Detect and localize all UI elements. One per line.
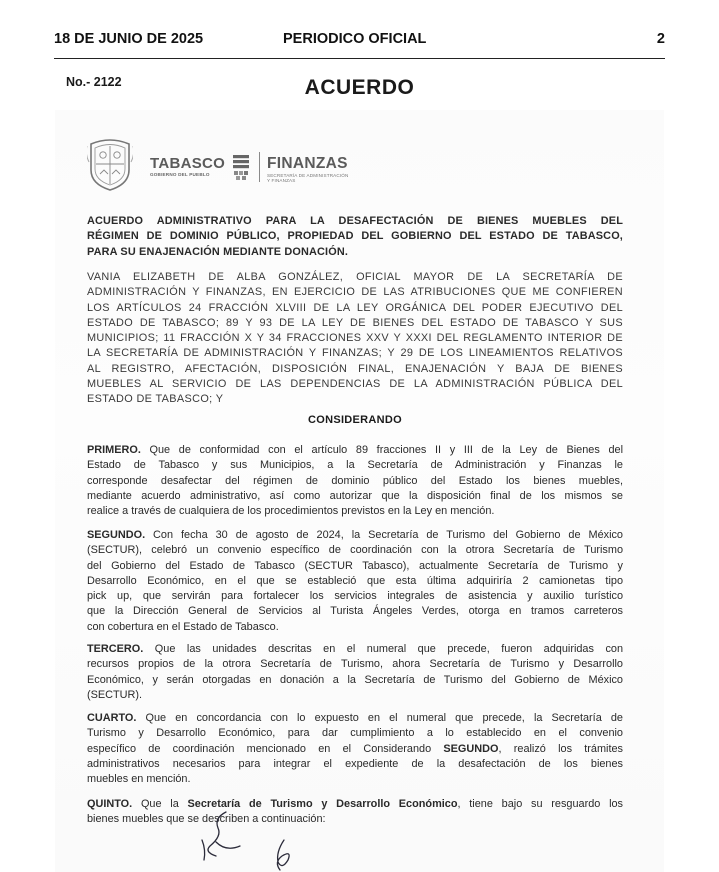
clause-text: específico de coordinación mencionado en el Considerando bbox=[87, 742, 444, 755]
letterhead-logos bbox=[87, 136, 387, 196]
state-seal-icon bbox=[87, 136, 133, 192]
clause-label: QUINTO. bbox=[87, 798, 133, 810]
clause-label: TERCERO. bbox=[87, 643, 144, 655]
considerando-heading: CONSIDERANDO bbox=[307, 414, 403, 426]
preamble-line: AL REGISTRO, AFECTACIÓN, DISPOSICIÓN FINAL, ENAJENACIÓN Y BAJA DE BIENES bbox=[87, 362, 623, 375]
clause-line: recursos propios de la otrora Secretaría de Turismo, ahora Secretaría de Turismo y Desarrollo bbox=[87, 658, 623, 671]
heading-line: PARA SU ENAJENACIÓN MEDIANTE DONACIÓN. bbox=[87, 245, 349, 258]
clause-entity: Secretaría de Turismo y Desarrollo Económico bbox=[187, 798, 458, 810]
clause-line: (SECTUR). bbox=[87, 688, 143, 701]
clause-cuarto bbox=[87, 711, 623, 787]
preamble-line: MUNICIPIOS; 11 FRACCIÓN X Y 34 FRACCIONES XXV Y XXXI DEL REGLAMENTO INTERIOR DE bbox=[87, 332, 623, 345]
clause-quinto bbox=[87, 797, 623, 828]
clause-line: pick up, que servirán para fortalecer los servicios integrales de asistencia y auxilio turístico bbox=[87, 590, 623, 603]
preamble-line: ESTADO DE TABASCO; Y bbox=[87, 393, 224, 406]
preamble-line: ESTADO DE TABASCO; 89 Y 93 DE LA LEY DE BIENES DEL ESTADO DE TABASCO Y SUS bbox=[87, 316, 623, 329]
clause-segundo bbox=[87, 528, 623, 635]
clause-label: PRIMERO. bbox=[87, 444, 141, 456]
signature-rubric-mark bbox=[268, 838, 298, 872]
preamble-line: VANIA ELIZABETH DE ALBA GONZÁLEZ, OFICIAL MAYOR DE LA SECRETARÍA DE bbox=[87, 271, 623, 283]
clause-text: Que la bbox=[132, 798, 188, 810]
preamble-line: MUEBLES AL SERVICIO DE LAS DEPENDENCIAS DE LA ADMINISTRACIÓN PÚBLICA DEL bbox=[87, 378, 623, 391]
clause-text: Que de conformidad con el artículo 89 fracciones II y III de la Ley de Bienes del bbox=[140, 444, 623, 456]
clause-text: , tiene bajo su resguardo los bbox=[457, 798, 623, 810]
clause-line: bienes muebles que se describen a continuación: bbox=[87, 813, 326, 826]
page-number: 2 bbox=[656, 31, 665, 47]
clause-line: Desarrollo Económico, en el que se estableció que esta última adquiriría 2 camionetas tipo bbox=[87, 574, 623, 587]
clause-line: muebles en mención. bbox=[87, 773, 191, 786]
clause-text: Con fecha 30 de agosto de 2024, la Secretaría de Turismo del Gobierno de México bbox=[145, 529, 623, 541]
signature-initials-mark bbox=[196, 806, 256, 868]
document-title: ACUERDO bbox=[304, 76, 415, 99]
preamble bbox=[87, 270, 623, 408]
header-rule bbox=[54, 58, 665, 59]
finanzas-tagline-1: SECRETARÍA DE ADMINISTRACIÓN bbox=[267, 173, 349, 178]
heading-line: RÉGIMEN DE DOMINIO PÚBLICO, PROPIEDAD DEL GOBIERNO DEL ESTADO DE TABASCO, bbox=[87, 230, 623, 243]
finanzas-tagline-2: Y FINANZAS bbox=[267, 178, 296, 183]
finanzas-wordmark: FINANZAS bbox=[267, 155, 348, 172]
clause-label: CUARTO. bbox=[87, 712, 137, 724]
logo-divider bbox=[259, 152, 260, 182]
heading-line: ACUERDO ADMINISTRATIVO PARA LA DESAFECTACIÓN DE BIENES MUEBLES DEL bbox=[87, 215, 623, 227]
clause-line: realice a través de cualquiera de los procedimientos previstos en la Ley en mención. bbox=[87, 505, 495, 518]
issue-date: 18 DE JUNIO DE 2025 bbox=[54, 31, 204, 47]
clause-line: Turismo y Desarrollo Económico, para dar cumplimiento a lo establecido en el convenio bbox=[87, 727, 623, 740]
clause-line: del Gobierno del Estado de Tabasco (SECTUR Tabasco), actualmente Secretaría de Turismo y bbox=[87, 559, 623, 572]
clause-line: Estado de Tabasco y sus Municipios, a la Secretaría de Administración y Finanzas le bbox=[87, 459, 623, 472]
clause-reference: SEGUNDO bbox=[443, 742, 499, 755]
clause-label: SEGUNDO. bbox=[87, 529, 146, 541]
clause-line: (SECTUR), celebró un convenio específico de coordinación con la otrora Secretaría de Turismo bbox=[87, 544, 623, 557]
document-number: No.- 2122 bbox=[66, 75, 122, 89]
agreement-heading bbox=[87, 214, 623, 260]
clause-tercero bbox=[87, 642, 623, 703]
clause-line: corresponde desafectar del régimen de dominio público del Estado los bienes muebles, bbox=[87, 474, 623, 487]
clause-text: Que en concordancia con lo expuesto en el numeral que precede, la Secretaría de bbox=[136, 712, 623, 724]
tabasco-tagline: GOBIERNO DEL PUEBLO bbox=[150, 172, 210, 177]
clause-line: con cobertura en el Estado de Tabasco. bbox=[87, 620, 279, 633]
clause-text: , realizó los trámites bbox=[498, 742, 623, 755]
clause-line: mediante acuerdo administrativo, así como autorizar que la disposición final de los mismos se bbox=[87, 489, 623, 502]
publication-name: PERIODICO OFICIAL bbox=[283, 31, 427, 47]
clause-text: Que las unidades descritas en el numeral que precede, fueron adquiridas con bbox=[143, 643, 623, 655]
clause-line: administrativos necesarios para integrar el expediente de la desafectación de los bienes bbox=[87, 757, 623, 770]
tabasco-emblem-icon bbox=[232, 153, 250, 181]
preamble-line: LOS ARTÍCULOS 24 FRACCIÓN XLVIII DE LA LEY ORGÁNICA DEL PODER EJECUTIVO DEL bbox=[87, 301, 623, 314]
preamble-line: ADMINISTRACIÓN Y FINANZAS, EN EJERCICIO DE LAS ATRIBUCIONES QUE ME CONFIEREN bbox=[87, 286, 623, 299]
tabasco-wordmark: TABASCO bbox=[150, 155, 226, 172]
clause-line: Económico, y serán otorgadas en donación a la Secretaría de Turismo del Gobierno de México bbox=[87, 673, 623, 686]
clause-primero bbox=[87, 443, 623, 519]
clause-line: que la Dirección General de Servicios al Turista Ángeles Verdes, otorga en tramos carreteros bbox=[87, 605, 623, 618]
preamble-line: LA SECRETARÍA DE ADMINISTRACIÓN Y FINANZAS; Y 29 DE LOS LINEAMIENTOS RELATIVOS bbox=[87, 347, 623, 360]
